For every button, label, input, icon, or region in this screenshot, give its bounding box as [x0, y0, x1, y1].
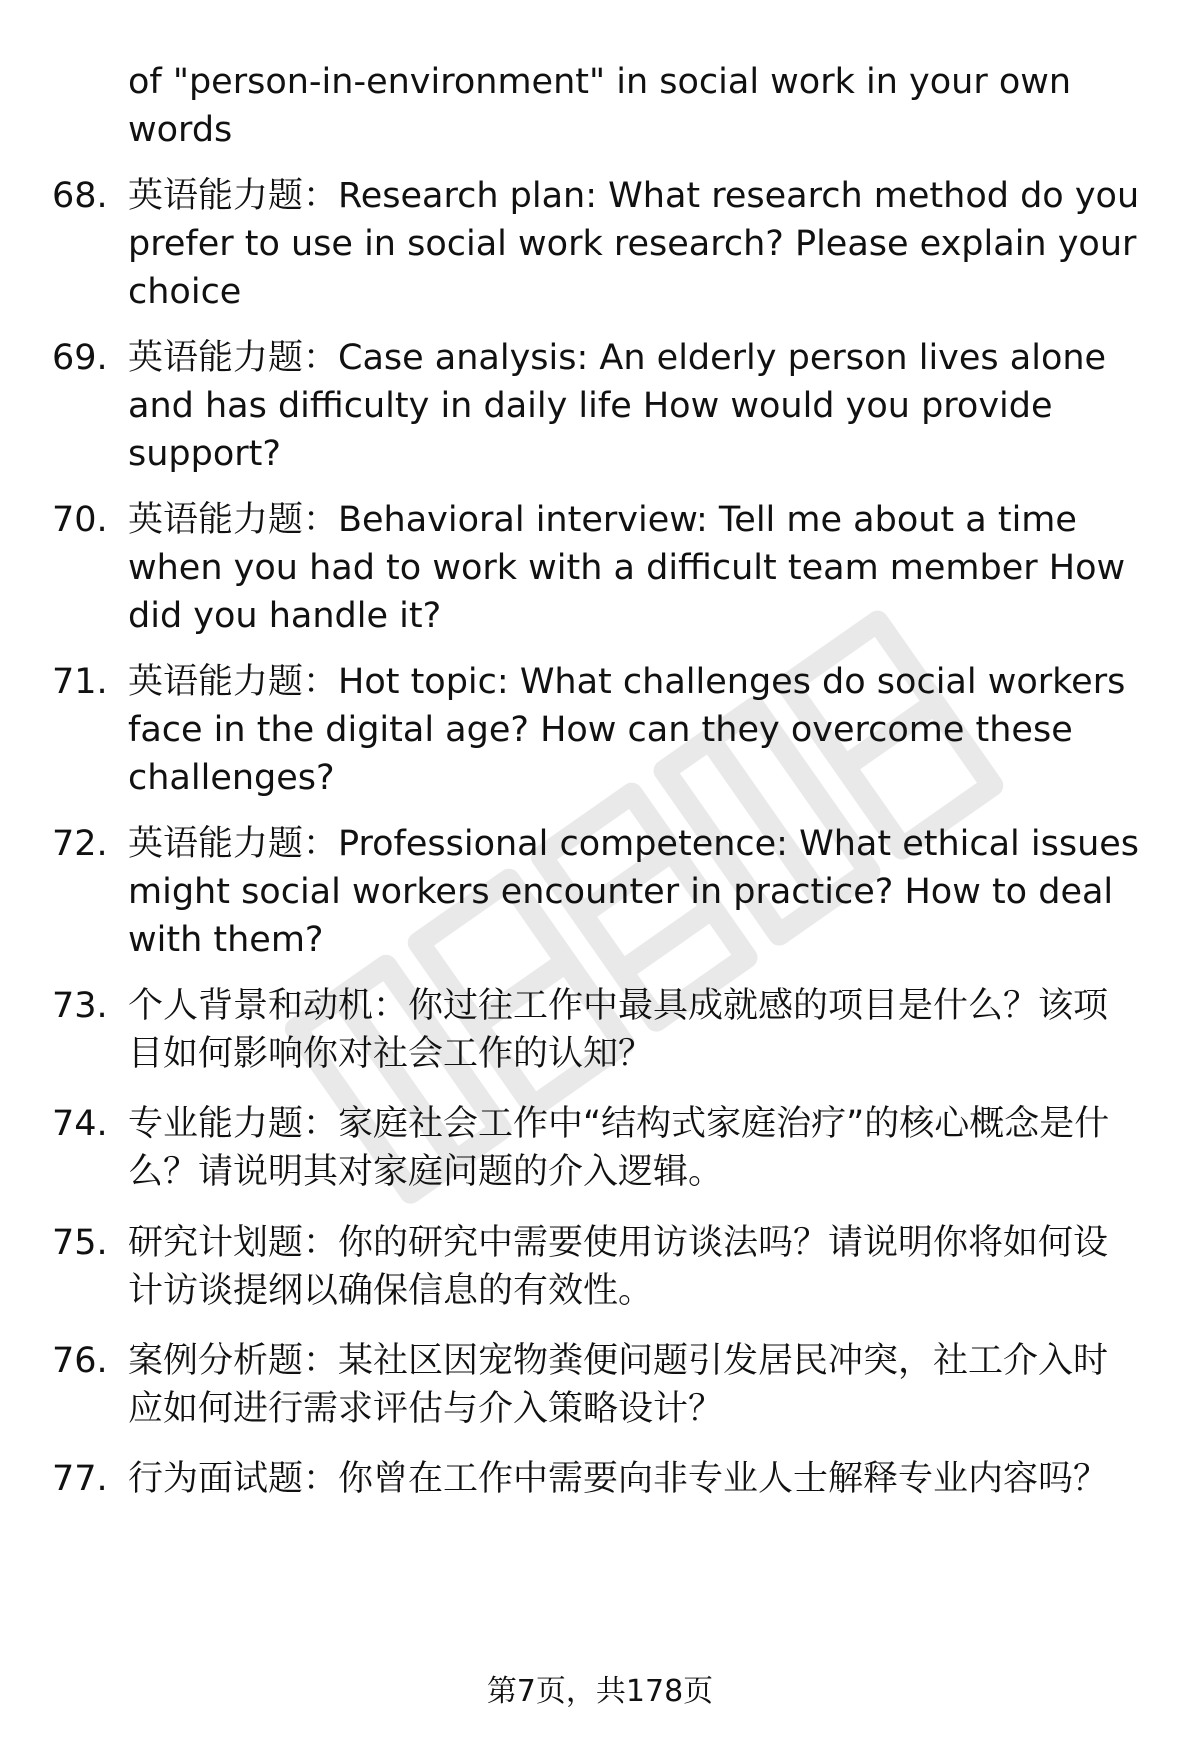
question-item [52, 1100, 1142, 1196]
question-text: 个人背景和动机：你过往工作中最具成就感的项目是什么？该项目如何影响你对社会工作的认知？ [128, 986, 1109, 1074]
question-number: 73. [52, 986, 108, 1026]
question-number: 74. [52, 1104, 108, 1144]
question-text: 英语能力题：Professional competence: What ethical issues might social workers encounter in practice? How to deal with them? [128, 824, 1140, 960]
question-number: 71. [52, 662, 108, 702]
question-text: 研究计划题：你的研究中需要使用访谈法吗？请说明你将如何设计访谈提纲以确保信息的有效性。 [128, 1223, 1109, 1311]
question-text: 英语能力题：Behavioral interview: Tell me about a time when you had to work with a difficult team member How did you handle it? [128, 500, 1126, 636]
question-text: 英语能力题：Hot topic: What challenges do social workers face in the digital age? How can they overcome these challenges? [128, 662, 1126, 798]
question-number: 70. [52, 500, 108, 540]
question-number: 72. [52, 824, 108, 864]
question-number: 76. [52, 1341, 108, 1381]
question-text: 英语能力题：Case analysis: An elderly person lives alone and has difficulty in daily life How would you provide support? [128, 338, 1107, 474]
question-number: 69. [52, 338, 108, 378]
question-number: 75. [52, 1223, 108, 1263]
question-text: 专业能力题：家庭社会工作中“结构式家庭治疗”的核心概念是什么？请说明其对家庭问题的介入逻辑。 [128, 1104, 1110, 1192]
question-number: 68. [52, 176, 108, 216]
question-item [52, 820, 1142, 964]
question-text: 行为面试题：你曾在工作中需要向非专业人士解释专业内容吗？ [128, 1459, 1109, 1499]
continued-question-text: of "person-in-environment" in social work in your own words [128, 62, 1072, 150]
question-item [52, 1219, 1142, 1315]
question-item [52, 172, 1142, 316]
question-item [52, 658, 1142, 802]
page-footer: 第7页，共178页 [486, 1674, 714, 1709]
question-item [52, 982, 1142, 1078]
question-text: 英语能力题：Research plan: What research method do you prefer to use in social work research? Please explain your choice [128, 176, 1140, 312]
question-item [52, 1455, 1142, 1503]
question-item [52, 334, 1142, 478]
question-text: 案例分析题：某社区因宠物粪便问题引发居民冲突，社工介入时应如何进行需求评估与介入策略设计？ [128, 1341, 1109, 1429]
question-item [52, 496, 1142, 640]
question-item [52, 1337, 1142, 1433]
question-number: 77. [52, 1459, 108, 1499]
